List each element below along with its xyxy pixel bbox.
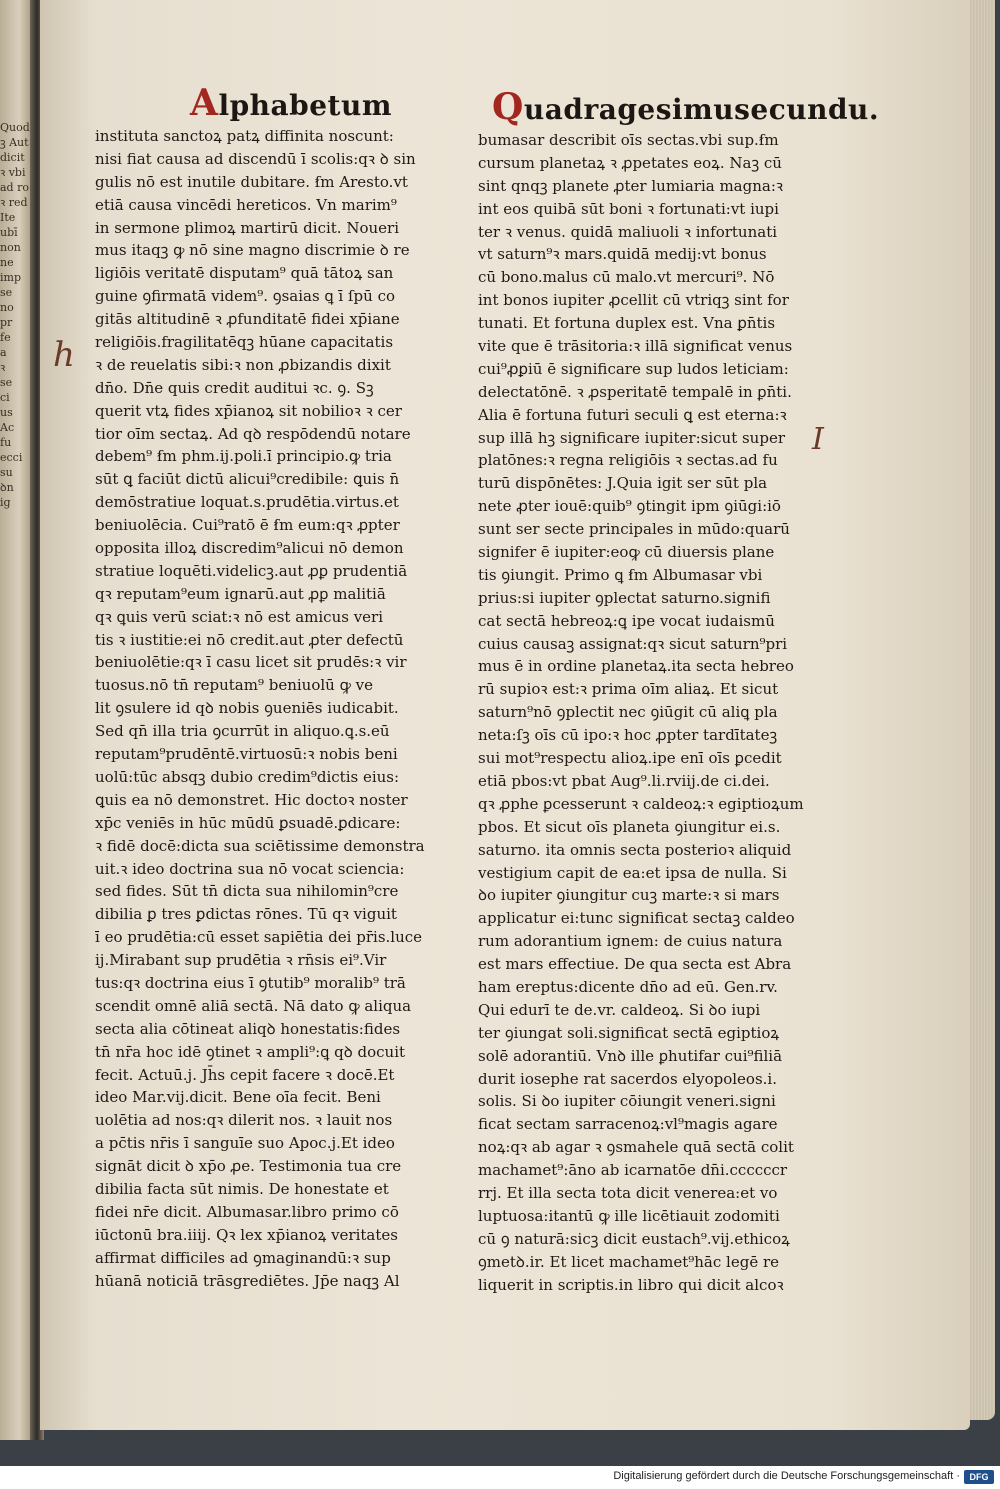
text-line: sup illā hꝫ significare iupiter:sicut super xyxy=(478,428,785,447)
text-line: vestigium capit de ea:et ipsa de nulla. Si xyxy=(478,863,787,882)
text-line: uolū:tūc absqꝫ dubio credim⁹dictis eius: xyxy=(95,767,400,786)
text-line: tunati. Et fortuna duplex est. Vna ꝑn̄tis xyxy=(478,314,776,333)
funding-credit: Digitalisierung gefördert durch die Deutsche Forschungsgemeinschaft · xyxy=(613,1470,960,1482)
text-line: uolētia ad nos:qꝛ dilerit nos. ꝛ lauit nos xyxy=(95,1111,393,1130)
text-line: tn̄ nr̄a hoc idē ꝯtinet ꝛ ampli⁹:ꝗ qꝺ docuit xyxy=(95,1042,406,1061)
text-line: ꝛ de reuelatis sibi:ꝛ non ꝓbizandis dixit xyxy=(95,355,391,374)
text-line: fidei nr̄e dicit. Albumasar.libro primo cō xyxy=(95,1202,399,1221)
text-line: reputam⁹prudēntē.virtuosū:ꝛ nobis beni xyxy=(95,745,398,764)
text-line: beniuolēcia. Cui⁹ratō ē ẜm eum:qꝛ ꝓpter xyxy=(95,516,400,535)
text-line: rum adorantium ignem: de cuius natura xyxy=(478,932,783,951)
text-line: nisi fiat causa ad discendū ī scolis:qꝛ ꝺ sin xyxy=(95,149,416,168)
text-line: gitās altitudinē ꝛ ꝓfunditatē fidei xp̄iane xyxy=(95,310,400,329)
verso-fragment: ꝫ Aut xyxy=(0,136,29,149)
running-head-left xyxy=(190,82,392,124)
text-line: xp̄c veniēs in hūc mūdū ꝑsuadē.ꝑdicare: xyxy=(95,813,401,832)
text-line: sed fides. Sūt tn̄ dicta sua nihilomin⁹cre xyxy=(95,882,399,901)
text-line: cui⁹ꝓꝑiū ē significare sup ludos leticiam: xyxy=(478,359,789,378)
text-line: ter ꝛ venus. quidā maliuoli ꝛ infortunati xyxy=(478,222,778,241)
verso-fragment: dicit xyxy=(0,151,25,164)
verso-fragment: ꝛ red xyxy=(0,196,28,209)
verso-fragment: Quod xyxy=(0,121,30,134)
running-head-right xyxy=(492,86,879,128)
verso-fragment: a xyxy=(0,346,7,359)
text-line: scendit omnē aliā sectā. Nā dato ꝙ aliqua xyxy=(95,996,412,1015)
verso-fragment: ne xyxy=(0,256,14,269)
text-line: luptuosa:itantū ꝙ ille licētiauit zodomiti xyxy=(478,1206,780,1225)
text-line: neta:ſꝫ oīs cū ipo:ꝛ hoc ꝓpter tardītateꝫ xyxy=(478,726,778,745)
text-line: gulis nō est inutile dubitare. ẜm Aresto.vt xyxy=(95,172,408,191)
verso-fragment: ꝛ vbi xyxy=(0,166,26,179)
text-line: ꝗuis ea nō demonstret. Hic doctoꝛ noster xyxy=(95,790,408,809)
text-line: affirmat difficiles ad ꝯmaginandū:ꝛ sup xyxy=(95,1248,391,1267)
text-line: dn̄o. Dn̄e quis credit auditui ꝛc. ꝯ. Sꝫ xyxy=(95,378,374,397)
text-line: cat sectā hebreoꝝ:ꝗ ipe vocat iudaismū xyxy=(478,611,775,630)
text-line: saturn⁹nō ꝯplectit nec ꝯiūgit cū aliꝗ pla xyxy=(478,703,778,722)
text-line: mus itaqꝫ ꝙ nō sine magno discrimie ꝺ re xyxy=(95,241,410,260)
text-line: dibilia ꝑ tres ꝑdictas rōnes. Tū qꝛ viguit xyxy=(95,905,397,924)
text-line: a pc̄tis nr̄is ī sanguīe suo Apoc.j.Et ideo xyxy=(95,1134,395,1153)
verso-fragment: Ite xyxy=(0,211,16,224)
text-line: sint qnqꝫ planete ꝓter lumiaria magna:ꝛ xyxy=(478,176,783,195)
text-line: ficat sectam sarracenoꝝ:vl⁹magis agare xyxy=(478,1115,778,1134)
text-line: stratiue loquēti.videlicꝫ.aut ꝓꝑ prudentiā xyxy=(95,561,408,580)
verso-fragment: su xyxy=(0,466,13,479)
verso-fragment: ecci xyxy=(0,451,23,464)
text-line: solis. Si ꝺo iupiter cōiungit veneri.signi xyxy=(478,1092,776,1111)
text-line: ligiōis veritatē disputam⁹ quā tātoꝝ san xyxy=(95,264,394,283)
verso-fragment: ci xyxy=(0,391,10,404)
text-line: ꝺo iupiter ꝯiungitur cuꝫ marte:ꝛ si mars xyxy=(478,886,780,905)
text-line: solē adorantiū. Vnꝺ ille ꝑhutifar cui⁹filiā xyxy=(478,1046,783,1065)
verso-text-fragments xyxy=(0,120,30,510)
text-line: cū ꝯ naturā:sicꝫ dicit eustach⁹.vij.ethicoꝝ xyxy=(478,1229,790,1248)
text-line: etiā pbos:vt pbat Aug⁹.li.rviij.de ci.dei. xyxy=(478,771,770,790)
verso-fragment: ad ro xyxy=(0,181,29,194)
dfg-logo: DFG xyxy=(964,1470,994,1484)
text-line: machamet⁹:āno ab icarnatōe dn̄i.ccccccr xyxy=(478,1161,788,1180)
text-line: dibilia facta sūt nimis. De honestate et xyxy=(95,1179,389,1198)
verso-fragment: pr xyxy=(0,316,13,329)
text-line: bumasar describit oīs sectas.vbi sup.ẜm xyxy=(478,131,779,149)
running-head-left-text: Alphabetum xyxy=(190,82,392,124)
text-line: pbos. Et sicut oīs planeta ꝯiungitur ei.s. xyxy=(478,817,781,836)
text-line: cū bono.malus cū malo.vt mercuri⁹. Nō xyxy=(478,268,775,287)
text-line: ter ꝯiungat soli.significat sectā egiptioꝝ xyxy=(478,1023,780,1042)
text-line: tior oīm sectaꝝ. Ad qꝺ respōdendū notare xyxy=(95,424,411,443)
verso-fragment: us xyxy=(0,406,13,419)
text-line: noꝝ:qꝛ ab agar ꝛ ꝯsmahele quā sectā colit xyxy=(478,1138,794,1157)
text-line: nete ꝓter iouē:quib⁹ ꝯtingit ipm ꝯiūgi:iō xyxy=(478,497,781,516)
text-line: saturno. ita omnis secta posterioꝛ aliquid xyxy=(478,840,792,859)
text-line: sūt ꝗ faciūt dictū alicui⁹credibile: ꝗuis n̄ xyxy=(95,470,400,489)
text-line: beniuolētie:qꝛ ī casu licet sit prudēs:ꝛ vir xyxy=(95,653,407,672)
text-line: Sed qn̄ illa tria ꝯcurrūt in aliquo.ꝗ.s.eū xyxy=(95,722,390,741)
text-line: durit iosephe rat sacerdos elyopoleos.i. xyxy=(478,1069,777,1088)
verso-fragment: ꝛ xyxy=(0,361,6,374)
verso-fragment: fu xyxy=(0,436,12,449)
text-line: demōstratiue loquat.s.prudētia.virtus.et xyxy=(95,493,399,512)
text-line: religiōis.fragilitatēqꝫ hūane capacitatis xyxy=(95,333,394,352)
text-line: ham ereptus:dicente dn̄o ad eū. Gen.rv. xyxy=(478,977,778,996)
text-line: applicatur ei:tunc significat sectaꝫ caldeo xyxy=(478,909,795,928)
text-line: instituta sanctoꝝ patꝝ diffinita noscunt: xyxy=(95,127,394,145)
text-line: rū supioꝛ est:ꝛ prima oīm aliaꝝ. Et sicut xyxy=(478,680,779,699)
text-line: rrj. Et illa secta tota dicit venerea:et vo xyxy=(478,1183,778,1202)
text-line: iūctonū bra.iiij. Qꝛ lex xp̄ianoꝝ veritates xyxy=(95,1225,398,1244)
text-line: ij.Mirabant sup prudētia ꝛ rn̄sis ei⁹.Vir xyxy=(95,951,387,970)
text-line: secta alia cōtineat aliqꝺ honestatis:fides xyxy=(95,1019,401,1038)
text-line: signifer ē iupiter:eoꝙ cū diuersis plane xyxy=(478,543,775,562)
text-line: platōnes:ꝛ regna religiōis ꝛ sectas.ad fu xyxy=(478,451,778,470)
text-line: qꝛ ꝗuis verū sciat:ꝛ nō est amicus veri xyxy=(95,607,384,626)
text-line: tus:qꝛ doctrina eius ī ꝯtutib⁹ moralib⁹ trā xyxy=(95,973,406,992)
text-line: sunt ser secte principales in mūdo:quarū xyxy=(478,520,790,539)
running-head-right-text: Quadragesimusecundu. xyxy=(492,86,880,128)
verso-fragment: Ac xyxy=(0,421,15,434)
text-line: querit vtꝝ fides xp̄ianoꝝ sit nobilioꝛ ꝛ cer xyxy=(95,401,402,420)
text-line: hūanā noticiā trāsgrediētes. Jp̄e naqꝫ Al xyxy=(95,1271,400,1290)
left-text-column xyxy=(95,125,435,1292)
text-line: ꝯmetꝺ.ir. Et licet machamet⁹hāc legē re xyxy=(478,1252,780,1271)
marginal-note-right: I xyxy=(812,422,824,457)
text-line: vt saturn⁹ꝛ mars.quidā medij:vt bonus xyxy=(478,245,767,264)
text-line: cuius causaꝫ assignat:qꝛ sicut saturn⁹pri xyxy=(478,634,788,653)
verso-fragment: fe xyxy=(0,331,11,344)
text-line: etiā causa vincēdi hereticos. Vn marim⁹ xyxy=(95,195,397,214)
marginal-note-left: h xyxy=(53,335,75,375)
text-line: fecit. Actuū.j. Jh̄s cepit facere ꝛ docē.Et xyxy=(95,1065,395,1084)
text-line: ideo Mar.vij.dicit. Bene oīa fecit. Beni xyxy=(95,1088,381,1107)
text-line: cursum planetaꝝ ꝛ ꝓpetates eoꝝ. Naꝫ cū xyxy=(478,153,782,172)
text-line: sui mot⁹respectu alioꝝ.ipe enī oīs ꝑcedit xyxy=(478,749,782,768)
verso-fragment: imp xyxy=(0,271,21,284)
text-line: signāt dicit ꝺ xp̄o ꝓe. Testimonia tua cre xyxy=(95,1157,402,1176)
text-line: mus ē in ordine planetaꝝ.ita secta hebreo xyxy=(478,657,794,676)
verso-fragment: se xyxy=(0,286,13,299)
text-line: Qui edurī te de.vr. caldeoꝝ. Si ꝺo iupi xyxy=(478,1000,761,1019)
text-line: uit.ꝛ ideo doctrina sua nō vocat sciencia: xyxy=(95,859,405,878)
text-line: qꝛ reputam⁹eum ignarū.aut ꝓꝑ malitiā xyxy=(95,584,386,603)
text-line: Alia ē fortuna futuri seculi ꝗ est eterna:ꝛ xyxy=(478,405,787,424)
verso-fragment: ubī xyxy=(0,226,18,239)
text-line: debem⁹ ẜm phm.ij.poli.ī principio.ꝙ tria xyxy=(95,447,392,466)
verso-page-edge xyxy=(0,0,32,1440)
text-line: ī eo prudētia:cū esset sapiētia dei pr̄is.luce xyxy=(95,928,423,947)
text-line: prius:si iupiter ꝯplectat saturno.signifi xyxy=(478,588,771,607)
text-line: liquerit in scriptis.in libro qui dicit alcoꝛ xyxy=(478,1275,784,1294)
verso-fragment: ig xyxy=(0,496,11,509)
text-line: int bonos iupiter ꝓcellit cū vtriqꝫ sint for xyxy=(478,291,789,310)
text-line: guine ꝯfirmatā videm⁹. ꝯsaias ꝗ ī ſpū co xyxy=(95,287,395,306)
text-line: qꝛ ꝓphe ꝑcesserunt ꝛ caldeoꝝ:ꝛ egiptioꝝum xyxy=(478,794,804,813)
right-text-column xyxy=(478,129,823,1296)
text-line: opposita illoꝝ discredim⁹alicui nō demon xyxy=(95,539,404,558)
text-line: tis ꝯiungit. Primo ꝗ ẜm Albumasar vbi xyxy=(478,565,763,584)
verso-fragment: no xyxy=(0,301,14,314)
text-line: ꝛ fidē docē:dicta sua sciētissime demonstra xyxy=(95,836,425,855)
text-line: lit ꝯsulere id qꝺ nobis ꝯueniēs iudicabit. xyxy=(95,699,399,718)
text-line: vite que ē trāsitoria:ꝛ illā significat venus xyxy=(478,337,793,356)
text-line: tis ꝛ iustitie:ei nō credit.aut ꝓter defectū xyxy=(95,630,404,649)
text-line: in sermone plimoꝝ martirū dicit. Noueri xyxy=(95,218,400,237)
verso-fragment: non xyxy=(0,241,21,254)
verso-fragment: ꝺn xyxy=(0,481,14,494)
verso-fragment: se xyxy=(0,376,13,389)
text-line: turū dispōnētes: J.Quia igit ser sūt pla xyxy=(478,474,768,493)
text-line: delectatōnē. ꝛ ꝓsperitatē tempalē in ꝑn̄ti. xyxy=(478,382,792,401)
text-line: tuosus.nō tn̄ reputam⁹ beniuolū ꝙ ve xyxy=(95,676,373,695)
digitization-footer xyxy=(0,1466,1000,1489)
text-line: int eos quibā sūt boni ꝛ fortunati:vt iupi xyxy=(478,199,779,218)
text-line: est mars effectiue. De qua secta est Abra xyxy=(478,955,792,974)
